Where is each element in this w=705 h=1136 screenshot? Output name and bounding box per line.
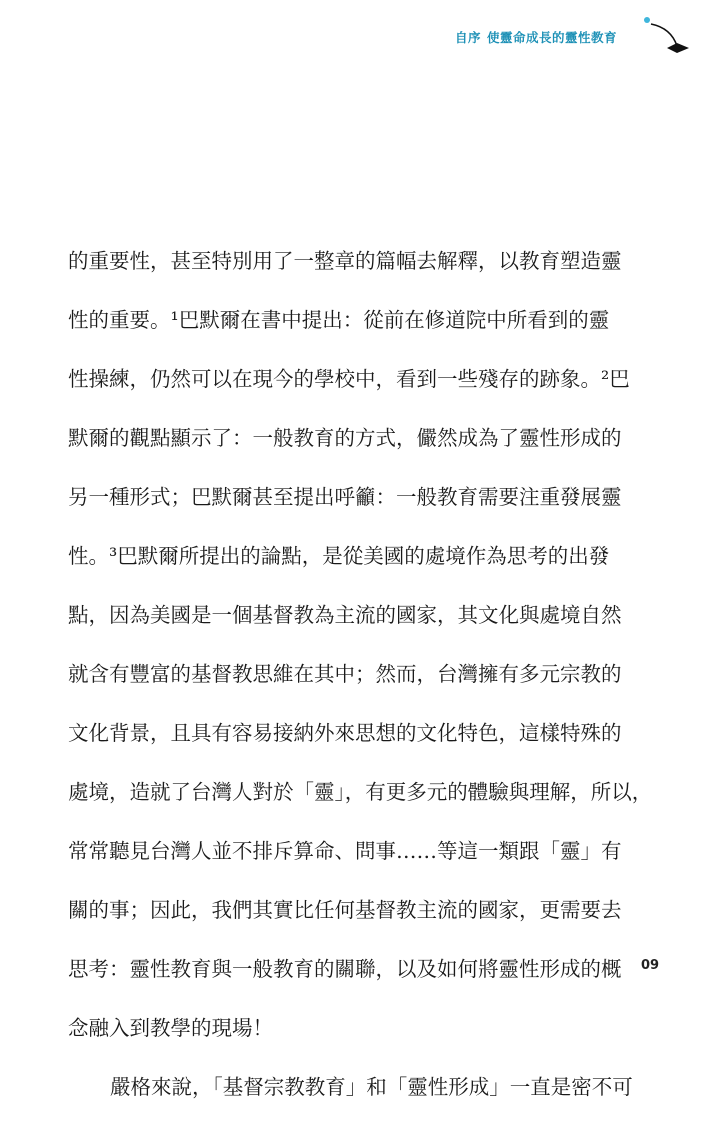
text-line: 常常聽見台灣人並不排斥算命、問事……等這一類跟「靈」有 bbox=[68, 839, 622, 863]
text-line: 的重要性，甚至特別用了一整章的篇幅去解釋，以教育塑造靈 bbox=[68, 249, 622, 273]
decorative-arc-icon bbox=[635, 10, 695, 60]
text-line: 性操練，仍然可以在現今的學校中，看到一些殘存的跡象。²巴 bbox=[68, 367, 630, 391]
text-line: 嚴格來說，「基督宗教教育」和「靈性形成」一直是密不可 bbox=[110, 1075, 633, 1099]
header-chapter-title: 使靈命成長的靈性教育 bbox=[486, 30, 617, 45]
decorative-dot bbox=[644, 17, 650, 23]
decorative-arc bbox=[651, 24, 677, 46]
text-line: 點，因為美國是一個基督教為主流的國家，其文化與處境自然 bbox=[68, 603, 622, 627]
text-line: 文化背景，且具有容易接納外來思想的文化特色，這樣特殊的 bbox=[68, 721, 622, 745]
page-number: 09 bbox=[641, 958, 660, 973]
text-line: 性。³巴默爾所提出的論點，是從美國的處境作為思考的出發 bbox=[68, 544, 610, 568]
running-header bbox=[455, 30, 617, 46]
text-line: 念融入到教學的現場！ bbox=[68, 1016, 273, 1040]
text-line: 另一種形式；巴默爾甚至提出呼籲：一般教育需要注重發展靈 bbox=[68, 485, 622, 509]
text-line: 就含有豐富的基督教思維在其中；然而，台灣擁有多元宗教的 bbox=[68, 662, 622, 686]
text-line: 思考：靈性教育與一般教育的關聯，以及如何將靈性形成的概 bbox=[68, 957, 622, 981]
text-line: 關的事；因此，我們其實比任何基督教主流的國家，更需要去 bbox=[68, 898, 622, 922]
text-line: 處境，造就了台灣人對於「靈」，有更多元的體驗與理解，所以， bbox=[68, 780, 653, 804]
text-line: 默爾的觀點顯示了：一般教育的方式，儼然成為了靈性形成的 bbox=[68, 426, 622, 450]
decorative-diamond bbox=[667, 43, 689, 53]
text-line: 性的重要。¹巴默爾在書中提出：從前在修道院中所看到的靈 bbox=[68, 308, 610, 332]
header-section-label: 自序 bbox=[454, 30, 481, 45]
